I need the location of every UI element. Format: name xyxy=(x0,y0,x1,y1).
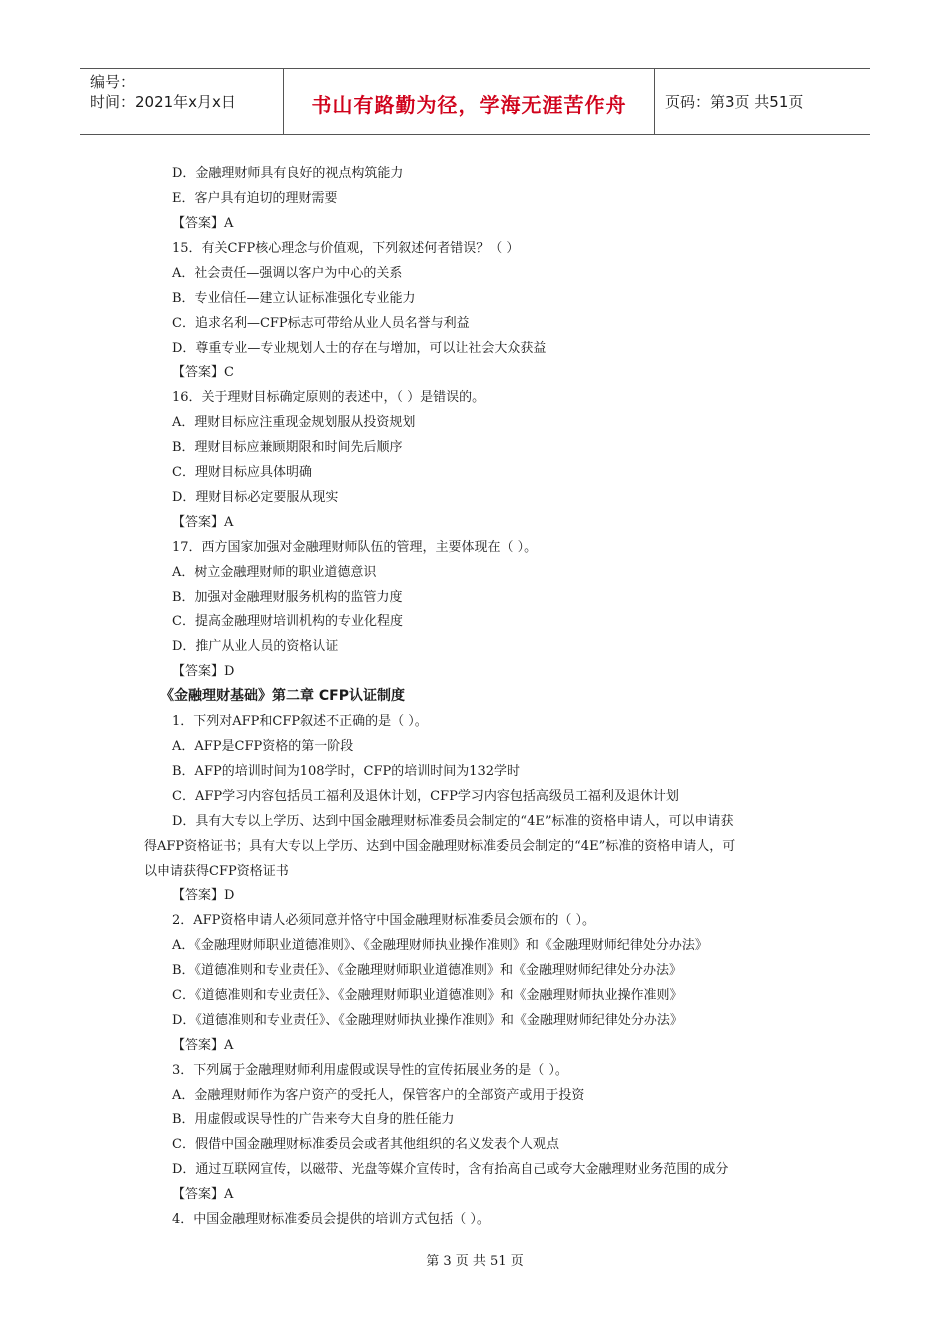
header-page-cell xyxy=(655,69,870,134)
text-line: B．加强对金融理财服务机构的监管力度 xyxy=(172,590,403,605)
question-line: 15．有关CFP核心理念与价值观，下列叙述何者错误？（ ） xyxy=(172,241,520,256)
text-line: C．《道德准则和专业责任》、《金融理财师职业道德准则》和《金融理财师执业操作准则》 xyxy=(172,988,683,1003)
question-line: 4．中国金融理财标准委员会提供的培训方式包括（ ）。 xyxy=(172,1212,490,1227)
answer-line: 【答案】A xyxy=(172,515,234,530)
document-number-label: 编号： xyxy=(90,73,136,91)
document-date-label: 时间：2021年x月x日 xyxy=(90,93,236,111)
question-line: 17．西方国家加强对金融理财师队伍的管理，主要体现在（ ）。 xyxy=(172,540,538,555)
text-line: C．理财目标应具体明确 xyxy=(172,465,312,480)
question-line: 2．AFP资格申请人必须同意并恪守中国金融理财标准委员会颁布的（ ）。 xyxy=(172,913,596,928)
header-motto-cell xyxy=(283,69,655,134)
text-line: C．AFP学习内容包括员工福利及退休计划，CFP学习内容包括高级员工福利及退休计划 xyxy=(172,789,679,804)
text-line: B．《道德准则和专业责任》、《金融理财师职业道德准则》和《金融理财师纪律处分办法》 xyxy=(172,963,683,978)
text-line: 得AFP资格证书；具有大专以上学历、达到中国金融理财标准委员会制定的“4E”标准的资格申请人，可 xyxy=(144,839,736,854)
document-header xyxy=(80,68,870,135)
answer-line: 【答案】A xyxy=(172,216,234,231)
answer-line: 【答案】D xyxy=(172,664,235,679)
text-line: A．社会责任—强调以客户为中心的关系 xyxy=(172,266,403,281)
section-heading: 《金融理财基础》第二章 CFP认证制度 xyxy=(160,688,405,704)
page-footer: 第 3 页 共 51 页 xyxy=(426,1254,524,1269)
header-motto: 书山有路勤为径，学海无涯苦作舟 xyxy=(311,93,627,117)
text-line: D．尊重专业—专业规划人士的存在与增加，可以让社会大众获益 xyxy=(172,341,547,356)
text-line: D．通过互联网宣传，以磁带、光盘等媒介宣传时，含有抬高自己或夸大金融理财业务范围的成分 xyxy=(172,1162,729,1177)
text-line: C．假借中国金融理财标准委员会或者其他组织的名义发表个人观点 xyxy=(172,1137,559,1152)
text-line: A．《金融理财师职业道德准则》、《金融理财师执业操作准则》和《金融理财师纪律处分办法》 xyxy=(172,938,708,953)
header-page-number: 页码：第3页 共51页 xyxy=(665,93,804,111)
text-line: 以申请获得CFP资格证书 xyxy=(144,864,289,879)
text-line: D．理财目标必定要服从现实 xyxy=(172,490,339,505)
text-line: C．提高金融理财培训机构的专业化程度 xyxy=(172,614,403,629)
question-line: 1．下列对AFP和CFP叙述不正确的是（ ）。 xyxy=(172,714,428,729)
text-line: B．专业信任—建立认证标准强化专业能力 xyxy=(172,291,416,306)
text-line: D．具有大专以上学历、达到中国金融理财标准委员会制定的“4E”标准的资格申请人，可以申请获 xyxy=(172,814,734,829)
text-line: A．金融理财师作为客户资产的受托人，保管客户的全部资产或用于投资 xyxy=(172,1088,585,1103)
question-line: 16．关于理财目标确定原则的表述中，（ ）是错误的。 xyxy=(172,390,486,405)
text-line: D．《道德准则和专业责任》、《金融理财师执业操作准则》和《金融理财师纪律处分办法》 xyxy=(172,1013,683,1028)
header-meta xyxy=(80,69,283,134)
text-line: A．AFP是CFP资格的第一阶段 xyxy=(172,739,354,754)
answer-line: 【答案】C xyxy=(172,365,234,380)
answer-line: 【答案】D xyxy=(172,888,235,903)
text-line: B．AFP的培训时间为108学时，CFP的培训时间为132学时 xyxy=(172,764,521,779)
text-line: D．金融理财师具有良好的视点构筑能力 xyxy=(172,166,404,181)
text-line: A．树立金融理财师的职业道德意识 xyxy=(172,565,377,580)
answer-line: 【答案】A xyxy=(172,1187,234,1202)
text-line: A．理财目标应注重现金规划服从投资规划 xyxy=(172,415,416,430)
text-line: C．追求名利—CFP标志可带给从业人员名誉与利益 xyxy=(172,316,470,331)
text-line: B．理财目标应兼顾期限和时间先后顺序 xyxy=(172,440,403,455)
answer-line: 【答案】A xyxy=(172,1038,234,1053)
text-line: D．推广从业人员的资格认证 xyxy=(172,639,339,654)
text-line: E．客户具有迫切的理财需要 xyxy=(172,191,338,206)
text-line: B．用虚假或误导性的广告来夸大自身的胜任能力 xyxy=(172,1112,455,1127)
question-line: 3．下列属于金融理财师利用虚假或误导性的宣传拓展业务的是（ ）。 xyxy=(172,1063,568,1078)
